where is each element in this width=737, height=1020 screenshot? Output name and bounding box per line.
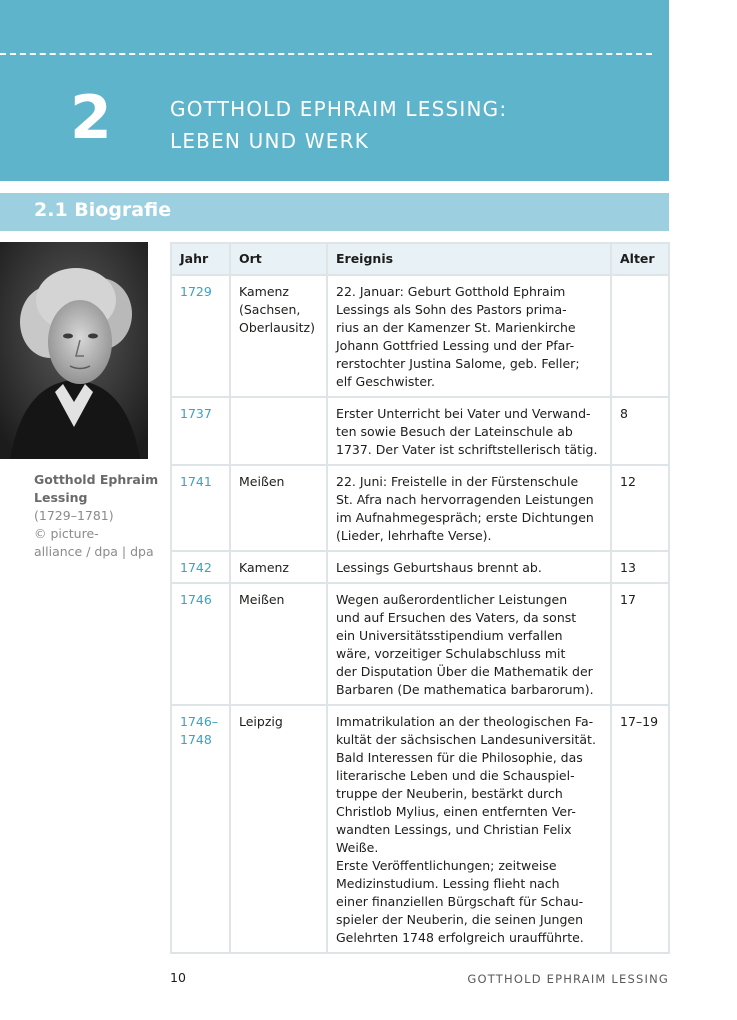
chapter-title-line: LEBEN UND WERK — [170, 129, 370, 153]
cell-jahr: 1741 — [171, 465, 230, 551]
table-row — [171, 583, 669, 705]
cell-jahr: 1746 — [171, 583, 230, 705]
cell-jahr: 1746– 1748 — [171, 705, 230, 953]
cell-ereignis: 22. Januar: Geburt Gotthold Ephraim Lessings als Sohn des Pastors prima- rius an der Kamenzer St. Marienkirche Johann Gottfried Lessing und der Pfar- rerstochter Justina Salome, geb. Feller; elf Geschwister. — [327, 275, 611, 397]
cell-ort: Meißen — [230, 583, 327, 705]
caption-dates: (1729–1781) — [34, 508, 114, 523]
cell-ereignis: Immatrikulation an der theologischen Fa- kultät der sächsischen Landesuniversität. Bald Interessen für die Philosophie, das literarische Leben und die Schauspiel- truppe der Neuberin, bestärkt durch Christlob Mylius, einen entfernten Ver- wandten Lessings, und Christian Felix Weiße. Erste Veröffentlichungen; zeitweise Medizinstudium. Lessing flieht nach einer finanziellen Bürgschaft für Schau- spieler der Neuberin, die seinen Jungen Gelehrten 1748 erfolgreich uraufführte. — [327, 705, 611, 953]
caption-credit: © picture- — [34, 526, 99, 541]
chapter-title — [170, 93, 507, 157]
portrait-caption — [34, 471, 164, 561]
cell-alter: 17–19 — [611, 705, 669, 953]
cell-ereignis: Wegen außerordentlicher Leistungen und auf Ersuchen des Vaters, da sonst ein Universitätsstipendium verfallen wäre, vorzeitiger Schulabschluss mit der Disputation Über die Mathematik der Barbaren (De mathematica barbarorum). — [327, 583, 611, 705]
table-row — [171, 275, 669, 397]
caption-name: Gotthold Ephraim — [34, 472, 159, 487]
column-header-jahr: Jahr — [171, 243, 230, 275]
section-title: 2.1 Biografie — [34, 199, 172, 221]
page-number: 10 — [170, 970, 186, 985]
biography-table — [170, 242, 670, 954]
caption-credit: alliance / dpa | dpa — [34, 544, 154, 559]
dashed-divider — [0, 53, 652, 55]
portrait-illustration — [0, 242, 148, 459]
chapter-number: 2 — [70, 83, 112, 153]
cell-alter: 17 — [611, 583, 669, 705]
cell-alter: 8 — [611, 397, 669, 465]
portrait-image — [0, 242, 148, 459]
caption-name: Lessing — [34, 490, 88, 505]
chapter-title-line: GOTTHOLD EPHRAIM LESSING: — [170, 97, 508, 121]
column-header-ort: Ort — [230, 243, 327, 275]
cell-ort: Leipzig — [230, 705, 327, 953]
table-row — [171, 705, 669, 953]
cell-ereignis: Erster Unterricht bei Vater und Verwand- ten sowie Besuch der Lateinschule ab 1737. Der Vater ist schriftstellerisch tätig. — [327, 397, 611, 465]
cell-ereignis: 22. Juni: Freistelle in der Fürstenschule St. Afra nach hervorragenden Leistungen im Aufnahmegespräch; erste Dichtungen (Lieder, lehrhafte Verse). — [327, 465, 611, 551]
cell-alter: 13 — [611, 551, 669, 583]
cell-jahr: 1729 — [171, 275, 230, 397]
cell-ort: Kamenz (Sachsen, Oberlausitz) — [230, 275, 327, 397]
cell-jahr: 1737 — [171, 397, 230, 465]
cell-ereignis: Lessings Geburtshaus brennt ab. — [327, 551, 611, 583]
table-row — [171, 397, 669, 465]
column-header-ereignis: Ereignis — [327, 243, 611, 275]
cell-ort: Kamenz — [230, 551, 327, 583]
column-header-alter: Alter — [611, 243, 669, 275]
cell-jahr: 1742 — [171, 551, 230, 583]
cell-alter — [611, 275, 669, 397]
table-row — [171, 551, 669, 583]
running-title: GOTTHOLD EPHRAIM LESSING — [467, 972, 669, 986]
cell-ort: Meißen — [230, 465, 327, 551]
cell-ort — [230, 397, 327, 465]
table-header-row — [171, 243, 669, 275]
cell-alter: 12 — [611, 465, 669, 551]
table-row — [171, 465, 669, 551]
